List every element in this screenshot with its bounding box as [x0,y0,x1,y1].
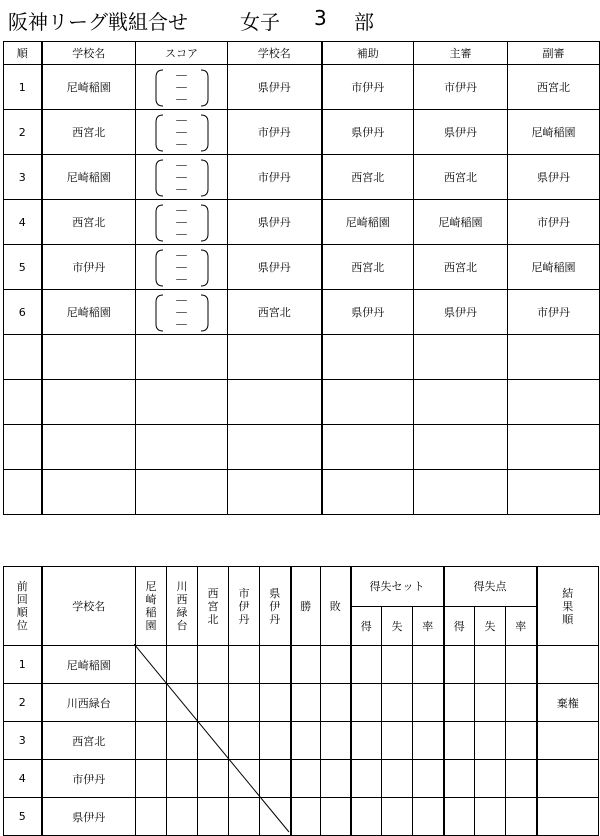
header-set-group: 得失セット [351,567,444,607]
header-point-group: 得失点 [444,567,537,607]
team-b: 西宮北 [228,290,322,335]
score-sep-1: － [174,69,189,85]
match-result-cell [167,760,198,798]
match-result-cell [136,646,167,684]
wins-cell [291,646,321,684]
header-school-b: 学校名 [228,42,322,65]
wins-cell [291,722,321,760]
score-sep-2: － [174,216,189,232]
match-result-cell [229,684,260,722]
team-a: 市伊丹 [42,245,136,290]
assist: 西宮北 [322,245,414,290]
schedule-header-row [4,42,600,65]
standings-header-row [4,567,599,607]
assist: 西宮北 [322,155,414,200]
header-losses: 敗 [321,567,351,646]
sub-referee: 尼崎稲園 [508,110,600,155]
match-number: 5 [4,245,42,290]
standings-row [4,684,599,722]
chief-referee: 市伊丹 [414,65,508,110]
sub-referee: 尼崎稲園 [508,245,600,290]
score-box [155,114,209,154]
score-sep-1: － [174,294,189,310]
header-score: スコア [136,42,228,65]
match-result-cell [229,760,260,798]
prev-rank: 4 [4,760,42,798]
sub-referee: 西宮北 [508,65,600,110]
wins-cell [291,798,321,836]
score-sep-1: － [174,204,189,220]
team-b: 市伊丹 [228,110,322,155]
schedule-table [3,41,600,515]
score-sep-3: － [174,93,189,109]
score-cell [136,110,228,155]
score-sep-3: － [174,138,189,154]
header-school-a: 学校名 [42,42,136,65]
header-wins: 勝 [291,567,321,646]
sub-referee: 市伊丹 [508,290,600,335]
match-result-cell [198,646,229,684]
title-division: 女子 [240,10,280,34]
header-order: 順 [4,42,42,65]
match-number: 2 [4,110,42,155]
score-cell [136,155,228,200]
assist: 県伊丹 [322,110,414,155]
score-cell [136,290,228,335]
score-sep-3: － [174,228,189,244]
chief-referee: 尼崎稲園 [414,200,508,245]
school-name: 川西緑台 [42,684,136,722]
score-cell [136,245,228,290]
prev-rank: 1 [4,646,42,684]
wins-cell [291,760,321,798]
match-number: 4 [4,200,42,245]
score-sep-2: － [174,171,189,187]
match-result-cell [167,684,198,722]
header-sub-referee: 副審 [508,42,600,65]
match-result-cell [260,684,291,722]
team-b: 県伊丹 [228,245,322,290]
score-box [155,69,209,109]
match-result-cell [229,646,260,684]
match-number: 3 [4,155,42,200]
prev-rank: 2 [4,684,42,722]
match-result-cell [167,646,198,684]
score-sep-2: － [174,261,189,277]
match-result-cell [136,798,167,836]
school-name: 西宮北 [42,722,136,760]
result-cell [537,722,599,760]
team-b: 市伊丹 [228,155,322,200]
sub-point-ratio: 率 [506,606,537,646]
schedule-row [4,65,600,110]
header-school: 学校名 [42,567,136,646]
standings-row [4,760,599,798]
header-prev-rank: 前 回 順 位 [4,567,42,646]
sub-set-loss: 失 [382,606,413,646]
prev-rank: 5 [4,798,42,836]
score-sep-1: － [174,159,189,175]
losses-cell [321,646,351,684]
title-suffix: 部 [354,10,374,34]
team-a: 尼崎稲園 [42,290,136,335]
header-opp-1: 尼 崎 稲 園 [136,567,167,646]
match-result-cell [136,684,167,722]
result-cell [537,798,599,836]
sub-set-ratio: 率 [413,606,444,646]
schedule-row [4,290,600,335]
chief-referee: 西宮北 [414,245,508,290]
school-name: 市伊丹 [42,760,136,798]
header-opp-4: 市 伊 丹 [229,567,260,646]
score-box [155,294,209,334]
title-main: 阪神リーグ戦組合せ [8,10,188,34]
schedule-row [4,245,600,290]
school-name: 尼崎稲園 [42,646,136,684]
header-assist: 補助 [322,42,414,65]
header-opp-3: 西 宮 北 [198,567,229,646]
match-result-cell [260,760,291,798]
standings-row [4,798,599,836]
schedule-row [4,200,600,245]
sub-set-gain: 得 [351,606,382,646]
match-result-cell [167,722,198,760]
schedule-empty-row [4,335,600,380]
match-result-cell [136,722,167,760]
score-sep-2: － [174,81,189,97]
team-b: 県伊丹 [228,200,322,245]
score-box [155,159,209,199]
match-result-cell [260,798,291,836]
header-result: 結 果 順 [537,567,599,646]
result-cell [537,760,599,798]
schedule-empty-row [4,470,600,515]
score-cell [136,65,228,110]
chief-referee: 県伊丹 [414,290,508,335]
score-sep-1: － [174,114,189,130]
match-result-cell [136,760,167,798]
losses-cell [321,798,351,836]
school-name: 県伊丹 [42,798,136,836]
assist: 市伊丹 [322,65,414,110]
title-number: 3 [314,6,327,30]
losses-cell [321,684,351,722]
header-opp-5: 県 伊 丹 [260,567,291,646]
schedule-empty-row [4,425,600,470]
score-sep-2: － [174,126,189,142]
result-cell [537,646,599,684]
match-number: 1 [4,65,42,110]
team-a: 西宮北 [42,200,136,245]
prev-rank: 3 [4,722,42,760]
assist: 県伊丹 [322,290,414,335]
match-result-cell [198,760,229,798]
score-sep-3: － [174,318,189,334]
header-opp-2: 川 西 緑 台 [167,567,198,646]
standings-row [4,722,599,760]
result-cell: 棄権 [537,684,599,722]
sub-point-loss: 失 [475,606,506,646]
losses-cell [321,722,351,760]
match-result-cell [198,722,229,760]
match-result-cell [167,798,198,836]
chief-referee: 西宮北 [414,155,508,200]
match-number: 6 [4,290,42,335]
schedule-empty-row [4,380,600,425]
match-result-cell [198,684,229,722]
standings-row [4,646,599,684]
match-result-cell [260,646,291,684]
schedule-row [4,110,600,155]
match-result-cell [198,798,229,836]
schedule-row [4,155,600,200]
sub-point-gain: 得 [444,606,475,646]
score-box [155,204,209,244]
team-b: 県伊丹 [228,65,322,110]
wins-cell [291,684,321,722]
team-a: 尼崎稲園 [42,155,136,200]
score-box [155,249,209,289]
score-sep-1: － [174,249,189,265]
score-sep-3: － [174,273,189,289]
score-cell [136,200,228,245]
sub-referee: 県伊丹 [508,155,600,200]
score-sep-2: － [174,306,189,322]
team-a: 尼崎稲園 [42,65,136,110]
standings-table [3,566,599,836]
assist: 尼崎稲園 [322,200,414,245]
score-sep-3: － [174,183,189,199]
header-chief-referee: 主審 [414,42,508,65]
match-result-cell [229,722,260,760]
chief-referee: 県伊丹 [414,110,508,155]
match-result-cell [229,798,260,836]
team-a: 西宮北 [42,110,136,155]
losses-cell [321,760,351,798]
match-result-cell [260,722,291,760]
sub-referee: 市伊丹 [508,200,600,245]
